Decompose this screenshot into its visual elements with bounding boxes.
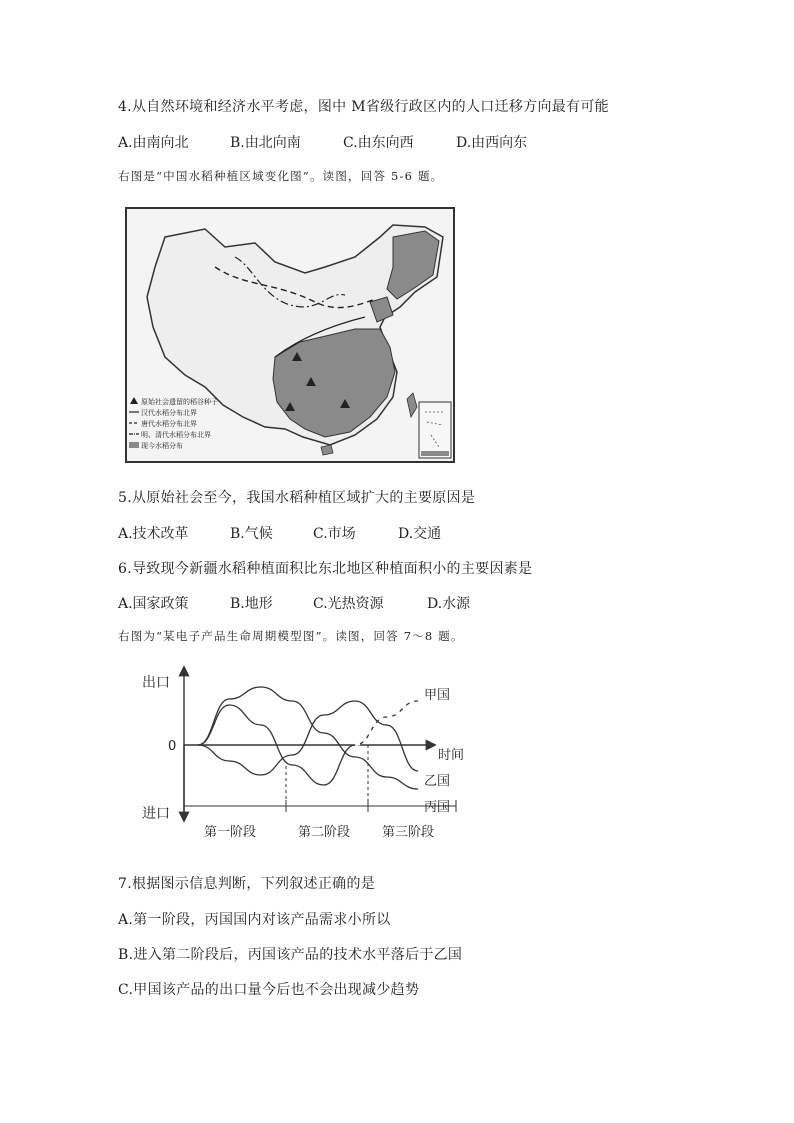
intro-7-8: 右图为“某电子产品生命周期模型图”。读图，回答 7～8 题。 — [118, 629, 464, 643]
q6-option-d: D.水源 — [427, 596, 471, 612]
chart-series-group — [198, 687, 450, 815]
q4-option-c: C.由东向西 — [343, 135, 414, 151]
lifecycle-chart — [128, 660, 478, 850]
legend-ming-qing: 明、清代水稻分布北界 — [141, 431, 211, 439]
q6-option-a: A.国家政策 — [118, 596, 189, 612]
legend-current: 现今水稻分布 — [141, 442, 183, 450]
legend-tang: 唐代水稻分布北界 — [141, 420, 197, 428]
series-line-2 — [198, 701, 418, 775]
stage-2-label: 第二阶段 — [298, 825, 351, 840]
rice-map-figure — [125, 207, 455, 463]
series-line-1 — [198, 701, 418, 785]
y-label-export: 出口 — [142, 675, 170, 691]
legend-ancient-seeds: 原始社会遗留的稻谷种子 — [141, 398, 218, 406]
question-5-stem: 5.从原始社会至今，我国水稻种植区域扩大的主要原因是 — [118, 490, 476, 506]
q7-option-a: A.第一阶段，丙国国内对该产品需求小所以 — [118, 912, 391, 928]
q5-option-a: A.技术改革 — [118, 526, 189, 542]
stage-3-label: 第三阶段 — [382, 825, 435, 840]
question-4-stem: 4.从自然环境和经济水平考虑，图中 M省级行政区内的人口迁移方向最有可能 — [118, 99, 609, 115]
q7-option-b: B.进入第二阶段后，丙国该产品的技术水平落后于乙国 — [118, 947, 463, 963]
x-label-time: 时间 — [438, 748, 465, 763]
stage-1-label: 第一阶段 — [204, 825, 257, 840]
zero-label: 0 — [168, 739, 177, 754]
q5-option-b: B.气候 — [230, 526, 273, 542]
china-rice-map — [125, 207, 455, 463]
q6-option-c: C.光热资源 — [313, 596, 384, 612]
question-7-stem: 7.根据图示信息判断，下列叙述正确的是 — [118, 876, 376, 892]
q5-option-d: D.交通 — [398, 526, 442, 542]
q4-option-d: D.由西向东 — [456, 135, 528, 151]
q5-option-c: C.市场 — [313, 526, 356, 542]
series-label-3: 丙国 — [424, 800, 451, 815]
intro-5-6: 右图是“中国水稻种植区域变化图”。读图，回答 5-6 题。 — [118, 169, 444, 183]
q4-option-b: B.由北向南 — [230, 135, 301, 151]
series-label-2: 乙国 — [424, 774, 451, 789]
lifecycle-chart-figure — [128, 660, 478, 850]
y-label-import: 进口 — [142, 806, 170, 822]
q4-option-a: A.由南向北 — [118, 135, 189, 151]
series-line-3 — [198, 687, 418, 789]
legend-han: 汉代水稻分布北界 — [141, 409, 197, 417]
q7-option-c: C.甲国该产品的出口量今后也不会出现减少趋势 — [118, 982, 420, 998]
series-label-1: 甲国 — [424, 688, 451, 703]
series-dash-overlay — [355, 701, 418, 745]
question-6-stem: 6.导致现今新疆水稻种植面积比东北地区种植面积小的主要因素是 — [118, 561, 533, 577]
south-china-sea-inset — [419, 402, 451, 458]
hainan-island — [321, 445, 333, 455]
q6-option-b: B.地形 — [230, 596, 273, 612]
